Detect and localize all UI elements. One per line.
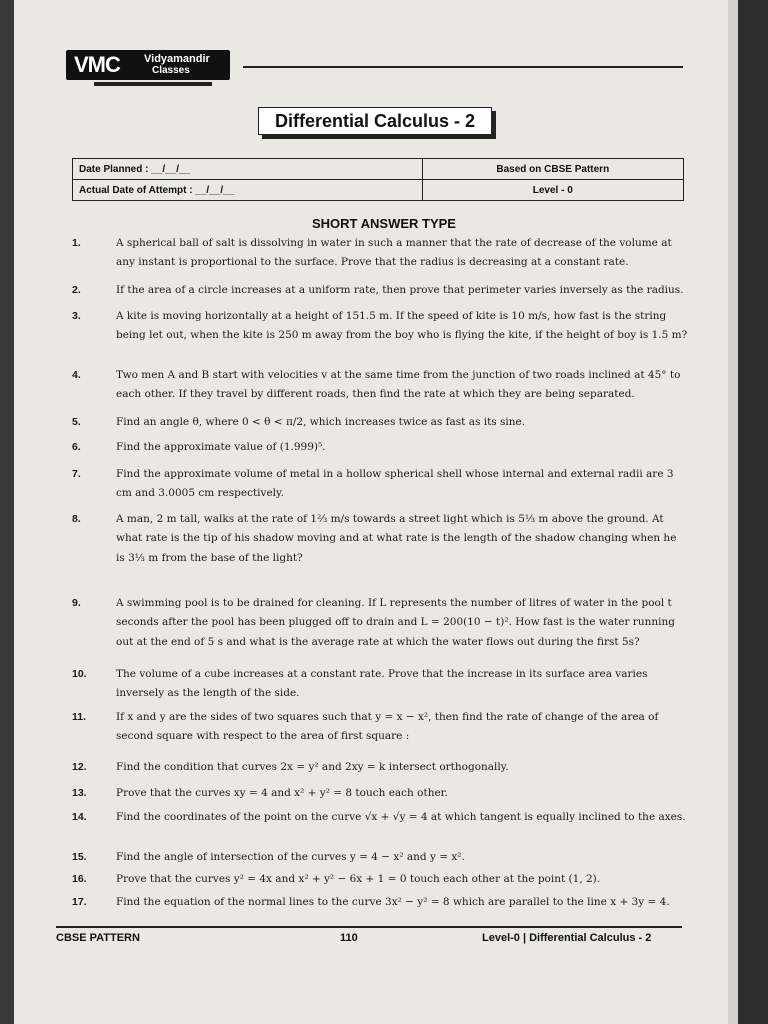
question-number: 4. (72, 369, 81, 381)
question-number: 3. (72, 310, 81, 322)
logo-strip (94, 82, 212, 86)
footer-left: CBSE PATTERN (56, 932, 140, 944)
footer-right: Level-0 | Differential Calculus - 2 (482, 932, 652, 944)
question-text: Find the condition that curves 2x = y² and 2xy = k intersect orthogonally. (116, 761, 509, 773)
question-text: Find the angle of intersection of the curves y = 4 − x² and y = x². (116, 851, 465, 863)
question-text: Prove that the curves y² = 4x and x² + y² − 6x + 1 = 0 touch each other at the point (1, 2). (116, 873, 601, 885)
based-on-cell: Based on CBSE Pattern (422, 159, 683, 180)
question-text: If x and y are the sides of two squares such that y = x − x², then find the rate of change of the area of second square with respect to the area of first square : (116, 711, 659, 743)
question-text: If the area of a circle increases at a uniform rate, then prove that perimeter varies inversely as the radius. (116, 284, 684, 296)
vmc-logo (66, 50, 230, 80)
question-number: 7. (72, 468, 81, 480)
logo-name-line2: Classes (152, 65, 190, 76)
question-number: 12. (72, 761, 87, 773)
logo-mark: VMC (74, 52, 120, 77)
book-spine (738, 0, 768, 1024)
question-text: The volume of a cube increases at a constant rate. Prove that the increase in its surface area varies inversely as the length of the side. (116, 668, 648, 700)
question-number: 11. (72, 711, 87, 723)
question-text: Find the coordinates of the point on the curve √x + √y = 4 at which tangent is equally inclined to the axes. (116, 811, 686, 823)
question-number: 15. (72, 851, 87, 863)
question-text: A man, 2 m tall, walks at the rate of 1⅔ m/s towards a street light which is 5⅓ m above the ground. At what rate is the tip of his shadow moving and at what rate is the length of the shadow changing when he is 3⅓ m from the base of the light? (116, 513, 677, 564)
level-cell: Level - 0 (422, 180, 683, 201)
date-planned-cell: Date Planned : __/__/__ (73, 159, 423, 180)
actual-date-cell: Actual Date of Attempt : __/__/__ (73, 180, 423, 201)
question-number: 10. (72, 668, 87, 680)
planning-table (72, 158, 684, 201)
question-text: Find the approximate volume of metal in a hollow spherical shell whose internal and external radii are 3 cm and 3.0005 cm respectively. (116, 468, 674, 500)
question-text: Find the equation of the normal lines to the curve 3x² − y² = 8 which are parallel to the line x + 3y = 4. (116, 896, 670, 908)
question-number: 14. (72, 811, 87, 823)
question-number: 1. (72, 237, 81, 249)
question-number: 13. (72, 787, 87, 799)
question-text: A kite is moving horizontally at a height of 151.5 m. If the speed of kite is 10 m/s, how fast is the string being let out, when the kite is 250 m away from the boy who is flying the kite, if the height of boy is 1.5 m? (116, 310, 688, 342)
footer-rule (56, 926, 682, 928)
question-text: Prove that the curves xy = 4 and x² + y² = 8 touch each other. (116, 787, 448, 799)
question-number: 5. (72, 416, 81, 428)
question-number: 16. (72, 873, 87, 885)
header-rule (243, 66, 683, 68)
question-number: 9. (72, 597, 81, 609)
question-text: Find an angle θ, where 0 < θ < π/2, which increases twice as fast as its sine. (116, 416, 526, 428)
page-title: Differential Calculus - 2 (258, 107, 492, 135)
section-title: SHORT ANSWER TYPE (312, 216, 456, 231)
question-text: A spherical ball of salt is dissolving in water in such a manner that the rate of decrease of the volume at any instant is proportional to the surface. Prove that the radius is decreasing at a constant rate. (116, 237, 672, 269)
question-text: Two men A and B start with velocities v at the same time from the junction of two roads inclined at 45° to each other. If they travel by different roads, then find the rate at which they are being separated. (116, 369, 681, 401)
question-number: 8. (72, 513, 81, 525)
question-number: 2. (72, 284, 81, 296)
page-number: 110 (340, 932, 358, 944)
question-text: A swimming pool is to be drained for cleaning. If L represents the number of litres of water in the pool t seconds after the pool has been plugged off to drain and L = 200(10 − t)². How fast is the water running out at the end of 5 s and what is the average rate at which the water flows out during the first 5s? (116, 597, 675, 648)
logo-name-line1: Vidyamandir (144, 53, 210, 65)
question-number: 17. (72, 896, 87, 908)
question-text: Find the approximate value of (1.999)⁵. (116, 441, 326, 453)
question-number: 6. (72, 441, 81, 453)
